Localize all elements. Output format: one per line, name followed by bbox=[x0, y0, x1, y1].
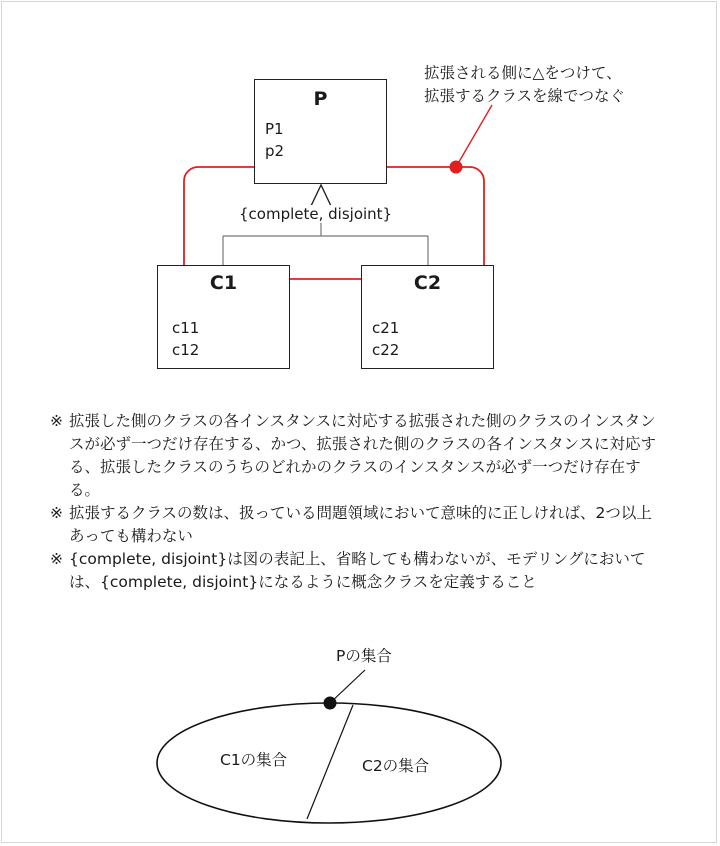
note-mark: ※ bbox=[50, 504, 63, 522]
class-c1-name: C1 bbox=[209, 272, 238, 294]
class-c2-attr-2: c22 bbox=[372, 341, 400, 359]
note-item bbox=[50, 410, 660, 502]
callout-leader-line bbox=[456, 105, 492, 167]
callout-line-2: 拡張するクラスを線でつなぐ bbox=[424, 87, 626, 105]
class-c2-attr-1: c21 bbox=[372, 319, 400, 337]
class-p-attr-1: P1 bbox=[265, 120, 284, 138]
p-set-label: Pの集合 bbox=[336, 647, 392, 665]
note-item bbox=[50, 548, 660, 594]
p-set-point bbox=[324, 697, 337, 710]
p-set-leader-line bbox=[330, 670, 365, 703]
class-p-box bbox=[254, 79, 387, 184]
callout-text bbox=[424, 62, 625, 108]
constraint-label: {complete, disjoint} bbox=[239, 205, 393, 223]
callout-line-1: 拡張される側に△をつけて、 bbox=[424, 64, 622, 82]
note-text: 拡張した側のクラスの各インスタンスに対応する拡張された側のクラスのインスタンスが必ず一つだけ存在する、かつ、拡張された側のクラスの各インスタンスに対応する、拡張したクラスのうちのどれかのクラスのインスタンスが必ず一つだけ存在する。 bbox=[69, 412, 656, 499]
notes-block bbox=[50, 410, 660, 594]
callout-anchor-dot bbox=[450, 161, 463, 174]
class-c1-attr-2: c12 bbox=[172, 341, 200, 359]
note-mark: ※ bbox=[50, 550, 63, 568]
class-c2-name: C2 bbox=[413, 272, 442, 294]
generalization-triangle bbox=[311, 185, 331, 206]
set-partition-line bbox=[307, 705, 353, 819]
note-text: 拡張するクラスの数は、扱っている問題領域において意味的に正しければ、2つ以上あっても構わない bbox=[69, 504, 652, 545]
class-p-name: P bbox=[313, 88, 328, 110]
c1-set-label: C1の集合 bbox=[220, 751, 288, 769]
class-c2-box bbox=[361, 265, 494, 369]
note-item bbox=[50, 502, 660, 548]
note-mark: ※ bbox=[50, 412, 63, 430]
c2-set-label: C2の集合 bbox=[362, 757, 430, 775]
class-c1-attr-1: c11 bbox=[172, 319, 200, 337]
class-c1-box bbox=[157, 265, 290, 369]
class-p-attr-2: p2 bbox=[265, 142, 285, 160]
note-text: {complete, disjoint}は図の表記上、省略しても構わないが、モデリングにおいては、{complete, disjoint}になるように概念クラスを定義すること bbox=[69, 550, 646, 591]
